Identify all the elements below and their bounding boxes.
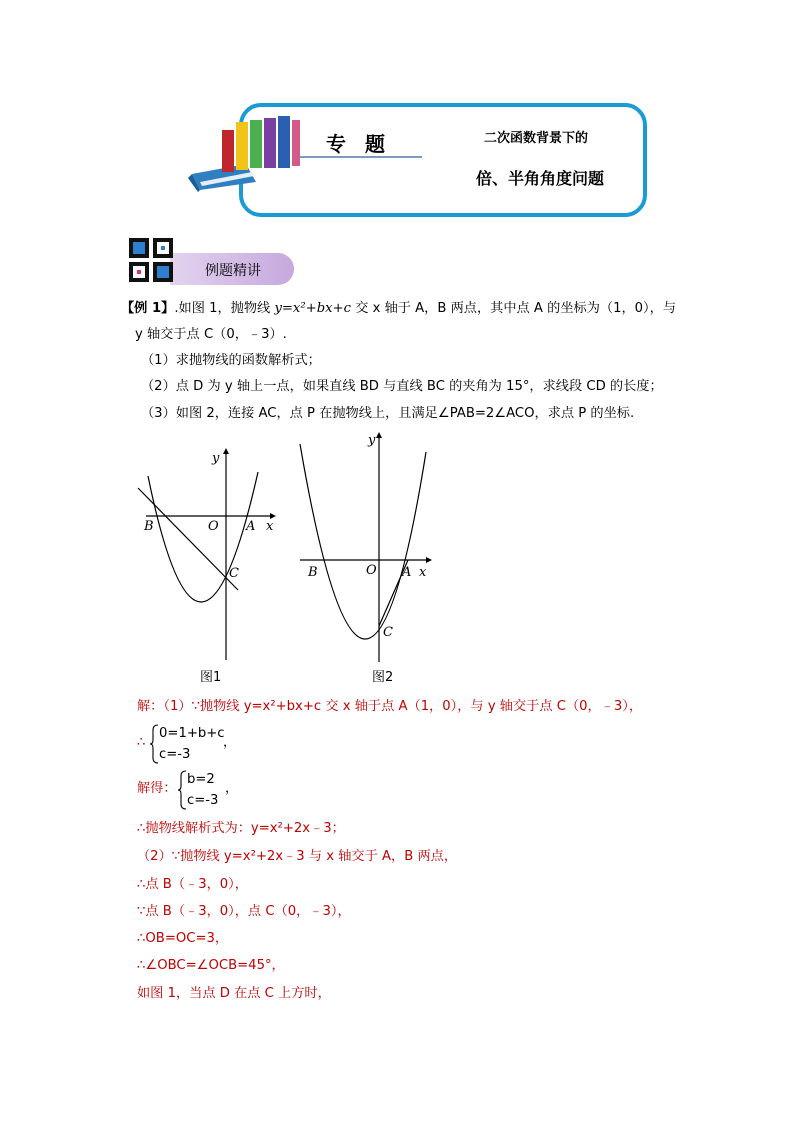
solution-2-line-1: （2）∵抛物线 y=x²+2x﹣3 与 x 轴交于 A，B 两点， bbox=[137, 849, 458, 864]
solution-result-1: ∴抛物线解析式为：y=x²+2x﹣3； bbox=[137, 821, 345, 836]
fig1-o-label: O bbox=[208, 519, 219, 534]
solution-line-1: 解：（1）∵抛物线 y=x²+bx+c 交 x 轴于点 A（1，0），与 y 轴交于点 C（0，﹣3）， bbox=[137, 699, 643, 714]
solution-2-line-5: ∴∠OBC=∠OCB=45°， bbox=[137, 958, 285, 973]
solution-2-line-3: ∵点 B（﹣3，0），点 C（0，﹣3）， bbox=[137, 904, 351, 919]
brace-2 bbox=[177, 770, 187, 810]
solution-2-line-2: ∴点 B（﹣3，0）， bbox=[137, 877, 248, 892]
question-1: （1）求抛物线的函数解析式； bbox=[141, 353, 321, 368]
figure-1 bbox=[130, 440, 290, 670]
question-2: （2）点 D 为 y 轴上一点，如果直线 BD 与直线 BC 的夹角为 15°，求线段 CD 的长度； bbox=[141, 379, 663, 394]
fig1-b-label: B bbox=[144, 519, 154, 534]
fig1-c-label: C bbox=[229, 566, 239, 581]
fig2-o-label: O bbox=[366, 563, 377, 578]
brace-1 bbox=[149, 724, 159, 764]
fig2-b-label: B bbox=[308, 565, 318, 580]
example-head: 【例 1】 bbox=[121, 301, 175, 316]
figure-2-caption: 图2 bbox=[372, 670, 394, 685]
fig1-a-label: A bbox=[246, 519, 256, 534]
banner-subtitle-2: 倍、半角角度问题 bbox=[476, 169, 605, 188]
problem-line-2: y 轴交于点 C（0，﹣3）. bbox=[135, 327, 287, 342]
fig1-x-label: x bbox=[266, 519, 274, 534]
figure-2 bbox=[292, 430, 442, 670]
squares-icon bbox=[128, 237, 176, 285]
fig1-y-label: y bbox=[212, 451, 220, 466]
banner-subtitle-1: 二次函数背景下的 bbox=[484, 131, 589, 146]
books-icon bbox=[186, 112, 310, 192]
fig2-c-label: C bbox=[383, 625, 393, 640]
figure-1-caption: 图1 bbox=[200, 670, 222, 685]
equation-system-2: 解得： b=2 c=-3 ， bbox=[137, 772, 239, 808]
fig2-y-label: y bbox=[368, 433, 376, 448]
fig2-x-label: x bbox=[419, 565, 427, 580]
question-3: （3）如图 2，连接 AC，点 P 在抛物线上，且满足∠PAB=2∠ACO，求点 P 的坐标. bbox=[141, 406, 635, 421]
fig2-a-label: A bbox=[402, 565, 412, 580]
section-label: 例题精讲 bbox=[205, 263, 261, 279]
banner-title: 专 题 bbox=[326, 132, 391, 156]
equation-system-1: ∴ 0=1+b+c c=-3 ， bbox=[137, 726, 237, 762]
banner-divider bbox=[300, 156, 422, 158]
solution-2-line-4: ∴OB=OC=3， bbox=[137, 931, 229, 946]
solution-2-line-6: 如图 1，当点 D 在点 C 上方时， bbox=[137, 986, 331, 1001]
problem-line-1: 【例 1】.如图 1，抛物线 y=x²+bx+c 交 x 轴于 A，B 两点，其中点 A 的坐标为（1，0），与 bbox=[121, 301, 677, 316]
